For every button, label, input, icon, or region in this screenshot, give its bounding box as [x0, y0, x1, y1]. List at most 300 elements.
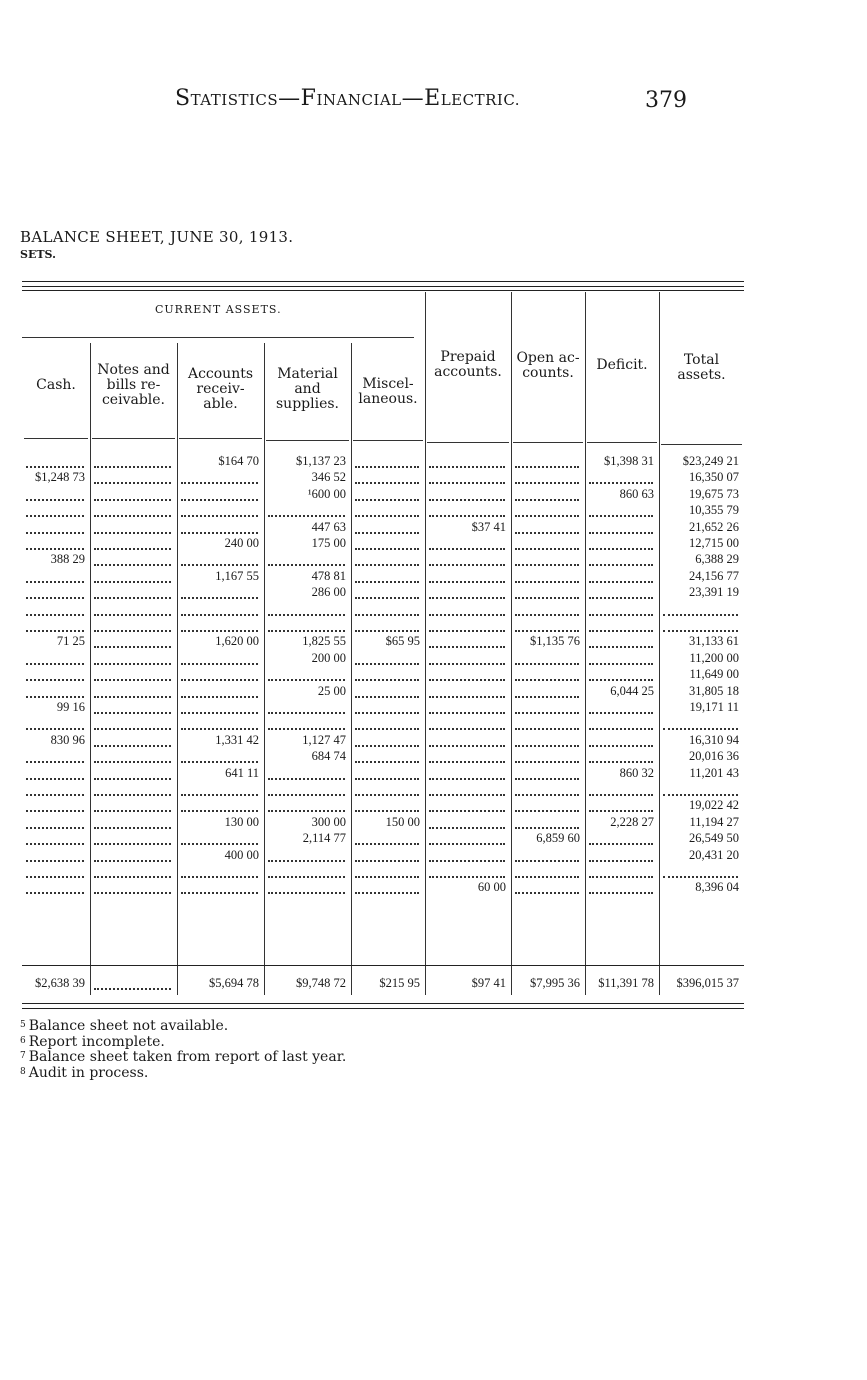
column-header-line: Cash.: [36, 377, 76, 393]
leader-dots: [663, 630, 738, 632]
footnote-mark: 6: [20, 1035, 26, 1046]
footnotes: [20, 1018, 346, 1080]
leader-dots: [355, 696, 419, 698]
leader-dots: [429, 630, 505, 632]
table-cell-total: 19,022 42: [689, 798, 739, 813]
leader-dots: [663, 728, 738, 730]
leader-dots: [181, 597, 258, 599]
total-cell-cash: $2,638 39: [35, 976, 85, 990]
leader-dots: [429, 646, 505, 648]
leader-dots: [268, 614, 345, 616]
leader-dots: [94, 564, 171, 566]
table-cell-total: 16,350 07: [689, 470, 739, 485]
leader-dots: [181, 810, 258, 812]
leader-dots: [589, 564, 653, 566]
leader-dots: [589, 761, 653, 763]
footnote-item: [20, 1049, 346, 1065]
table-cell-total: 11,649 00: [689, 667, 739, 682]
leader-dots: [429, 581, 505, 583]
leader-dots: [181, 712, 258, 714]
footnote-item: [20, 1018, 346, 1034]
table-cell-material: 447 63: [311, 519, 346, 534]
leader-dots: [94, 532, 171, 534]
leader-dots: [515, 564, 579, 566]
leader-dots: [589, 712, 653, 714]
leader-dots: [429, 515, 505, 517]
leader-dots: [515, 581, 579, 583]
column-header-rule: [513, 442, 583, 443]
leader-dots: [429, 794, 505, 796]
table-cell-material: ¹600 00: [307, 486, 346, 501]
leader-dots: [515, 532, 579, 534]
table-cell-total: 31,805 18: [689, 683, 739, 698]
totals-rule: [22, 965, 744, 966]
leader-dots: [589, 745, 653, 747]
table-cell-total: 11,200 00: [689, 650, 739, 665]
leader-dots: [355, 581, 419, 583]
leader-dots: [94, 597, 171, 599]
leader-dots: [429, 614, 505, 616]
footnote-item: [20, 1034, 346, 1050]
column-rule: [177, 343, 178, 995]
leader-dots: [94, 745, 171, 747]
leader-dots: [355, 761, 419, 763]
table-cell-accounts: 641 11: [225, 765, 259, 780]
leader-dots: [589, 843, 653, 845]
column-header-rule: [179, 438, 262, 439]
column-header-line: bills re-: [106, 377, 161, 393]
leader-dots: [355, 482, 419, 484]
table-cell-accounts: 400 00: [224, 847, 259, 862]
table-cell-deficit: $1,398 31: [604, 454, 654, 468]
column-header-line: Prepaid: [440, 349, 496, 365]
leader-dots: [181, 532, 258, 534]
leader-dots: [515, 728, 579, 730]
column-header-line: Material: [277, 366, 338, 382]
leader-dots: [355, 860, 419, 862]
leader-dots: [589, 614, 653, 616]
leader-dots: [181, 515, 258, 517]
leader-dots: [589, 597, 653, 599]
leader-dots: [94, 696, 171, 698]
leader-dots: [26, 827, 84, 829]
leader-dots: [515, 860, 579, 862]
leader-dots: [181, 843, 258, 845]
table-cell-material: 175 00: [311, 536, 346, 550]
leader-dots: [515, 548, 579, 550]
leader-dots: [589, 548, 653, 550]
table-cell-material: 1,825 55: [302, 634, 346, 649]
sheet-subtitle: SETS.: [20, 248, 56, 261]
leader-dots: [355, 630, 419, 632]
leader-dots: [26, 663, 84, 665]
total-cell-total: $396,015 37: [676, 976, 739, 990]
leader-dots: [94, 646, 171, 648]
leader-dots: [515, 679, 579, 681]
table-cell-total: 23,391 19: [689, 585, 739, 600]
table-cell-open: 6,859 60: [536, 831, 580, 846]
total-cell-accounts: $5,694 78: [209, 976, 259, 990]
leader-dots: [94, 679, 171, 681]
leader-dots: [181, 564, 258, 566]
column-header-line: able.: [203, 396, 238, 412]
leader-dots: [94, 466, 171, 468]
column-header-line: ceivable.: [101, 392, 166, 408]
leader-dots: [26, 597, 84, 599]
leader-dots: [94, 630, 171, 632]
leader-dots: [94, 728, 171, 730]
leader-dots: [589, 860, 653, 862]
column-header-line: Accounts: [187, 366, 254, 382]
leader-dots: [429, 696, 505, 698]
leader-dots: [26, 515, 84, 517]
leader-dots: [94, 482, 171, 484]
leader-dots: [355, 794, 419, 796]
table-cell-accounts: 1,167 55: [215, 568, 259, 583]
leader-dots: [429, 761, 505, 763]
leader-dots: [181, 761, 258, 763]
column-header-prepaid: [425, 350, 511, 380]
total-cell-deficit: $11,391 78: [598, 976, 654, 990]
column-header-deficit: [585, 358, 659, 373]
leader-dots: [268, 679, 345, 681]
bottom-double-rule-2: [22, 1008, 744, 1009]
leader-dots: [181, 876, 258, 878]
column-header-line: laneous.: [358, 391, 418, 407]
column-header-cash: [22, 378, 90, 393]
leader-dots: [429, 548, 505, 550]
leader-dots: [429, 843, 505, 845]
column-header-line: supplies.: [276, 396, 339, 412]
leader-dots: [26, 532, 84, 534]
table-cell-cash: $1,248 73: [35, 470, 85, 485]
leader-dots: [515, 663, 579, 665]
leader-dots: [355, 778, 419, 780]
table-cell-total: 26,549 50: [689, 831, 739, 846]
running-head-cap: S: [175, 86, 191, 111]
column-header-line: Open ac-: [516, 350, 580, 366]
leader-dots: [515, 614, 579, 616]
table-cell-misc: $65 95: [385, 634, 420, 649]
leader-dots: [355, 532, 419, 534]
table-cell-total: 10,355 79: [689, 503, 739, 518]
leader-dots: [268, 515, 345, 517]
leader-dots: [181, 794, 258, 796]
bottom-double-rule-1: [22, 1003, 744, 1004]
top-double-rule-1: [22, 281, 744, 282]
leader-dots: [355, 745, 419, 747]
leader-dots: [589, 532, 653, 534]
leader-dots: [589, 630, 653, 632]
table-cell-prepaid: 60 00: [477, 880, 506, 895]
leader-dots: [515, 466, 579, 468]
leader-dots: [181, 728, 258, 730]
leader-dots: [515, 810, 579, 812]
column-header-open: [511, 351, 585, 381]
leader-dots: [515, 778, 579, 780]
column-header-line: counts.: [522, 365, 574, 381]
leader-dots: [268, 630, 345, 632]
table-cell-cash: 99 16: [56, 700, 85, 714]
table-cell-accounts: 1,331 42: [215, 732, 259, 747]
leader-dots: [515, 696, 579, 698]
leader-dots: [94, 761, 171, 763]
table-cell-total: 12,715 00: [689, 536, 739, 550]
table-cell-total: 31,133 61: [689, 634, 739, 649]
column-header-rule: [661, 444, 742, 445]
leader-dots: [94, 988, 171, 990]
leader-dots: [429, 728, 505, 730]
leader-dots: [429, 482, 505, 484]
table-cell-cash: 388 29: [50, 552, 85, 567]
table-cell-deficit: 860 63: [619, 486, 654, 501]
leader-dots: [26, 810, 84, 812]
leader-dots: [355, 597, 419, 599]
leader-dots: [94, 614, 171, 616]
leader-dots: [94, 827, 171, 829]
leader-dots: [268, 564, 345, 566]
running-head: [175, 86, 520, 111]
table-cell-total: 20,431 20: [689, 847, 739, 862]
leader-dots: [94, 778, 171, 780]
table-cell-prepaid: $37 41: [471, 519, 506, 534]
group-header-rule: [22, 337, 414, 338]
leader-dots: [26, 614, 84, 616]
table-cell-material: 684 74: [311, 749, 346, 764]
leader-dots: [515, 745, 579, 747]
footnote-text: Balance sheet not available.: [28, 1018, 229, 1034]
table-cell-open: $1,135 76: [530, 634, 580, 649]
leader-dots: [26, 679, 84, 681]
column-rule: [425, 292, 426, 995]
leader-dots: [355, 876, 419, 878]
table-cell-total: 24,156 77: [689, 568, 739, 583]
leader-dots: [355, 679, 419, 681]
table-cell-cash: 830 96: [50, 732, 85, 747]
column-rule: [90, 343, 91, 995]
page-number: 379: [645, 88, 687, 113]
column-header-misc: [351, 377, 425, 407]
table-cell-material: 300 00: [311, 814, 346, 829]
leader-dots: [515, 515, 579, 517]
leader-dots: [268, 860, 345, 862]
leader-dots: [355, 728, 419, 730]
top-double-rule-3: [22, 290, 744, 291]
leader-dots: [26, 581, 84, 583]
column-header-rule: [24, 438, 88, 439]
leader-dots: [429, 745, 505, 747]
footnote-text: Audit in process.: [28, 1064, 149, 1081]
table-cell-accounts: 240 00: [224, 536, 259, 550]
column-header-total: [659, 353, 744, 383]
leader-dots: [94, 548, 171, 550]
leader-dots: [268, 810, 345, 812]
table-cell-deficit: 2,228 27: [610, 814, 654, 829]
total-cell-open: $7,995 36: [530, 976, 580, 990]
leader-dots: [181, 696, 258, 698]
leader-dots: [589, 679, 653, 681]
column-rule: [511, 292, 512, 995]
table-cell-total: 11,201 43: [689, 765, 739, 780]
leader-dots: [515, 712, 579, 714]
column-header-rule: [266, 440, 349, 441]
table-cell-material: 1,127 47: [302, 732, 346, 747]
leader-dots: [355, 810, 419, 812]
leader-dots: [181, 614, 258, 616]
leader-dots: [181, 499, 258, 501]
leader-dots: [26, 466, 84, 468]
running-head-cap: —F: [278, 86, 317, 111]
leader-dots: [589, 728, 653, 730]
leader-dots: [94, 663, 171, 665]
leader-dots: [268, 892, 345, 894]
leader-dots: [94, 712, 171, 714]
column-header-line: Notes and: [97, 362, 170, 378]
leader-dots: [355, 466, 419, 468]
table-cell-total: 19,171 11: [689, 700, 739, 714]
leader-dots: [515, 794, 579, 796]
leader-dots: [94, 892, 171, 894]
leader-dots: [589, 794, 653, 796]
table-cell-total: 21,652 26: [689, 519, 739, 534]
column-header-line: assets.: [677, 367, 726, 383]
leader-dots: [429, 679, 505, 681]
leader-dots: [355, 663, 419, 665]
leader-dots: [94, 581, 171, 583]
leader-dots: [355, 843, 419, 845]
leader-dots: [663, 876, 738, 878]
table-cell-accounts: 1,620 00: [215, 634, 259, 649]
leader-dots: [26, 892, 84, 894]
column-header-material: [264, 367, 351, 412]
leader-dots: [429, 860, 505, 862]
table-cell-material: $1,137 23: [296, 454, 346, 468]
column-rule: [264, 343, 265, 995]
leader-dots: [589, 810, 653, 812]
current-assets-group-header: CURRENT ASSETS.: [155, 303, 282, 316]
total-cell-misc: $215 95: [379, 976, 420, 990]
leader-dots: [589, 663, 653, 665]
leader-dots: [429, 778, 505, 780]
leader-dots: [26, 843, 84, 845]
leader-dots: [429, 466, 505, 468]
running-head-smallcaps: TATISTICS: [190, 91, 279, 109]
column-rule: [659, 292, 660, 995]
leader-dots: [429, 663, 505, 665]
table-cell-material: 478 81: [311, 568, 346, 583]
table-cell-material: 346 52: [311, 470, 346, 485]
leader-dots: [94, 794, 171, 796]
table-cell-misc: 150 00: [385, 814, 420, 829]
leader-dots: [26, 499, 84, 501]
leader-dots: [355, 548, 419, 550]
leader-dots: [515, 597, 579, 599]
leader-dots: [589, 876, 653, 878]
leader-dots: [429, 499, 505, 501]
leader-dots: [26, 728, 84, 730]
table-cell-total: 6,388 29: [695, 552, 739, 567]
table-cell-material: 286 00: [311, 585, 346, 600]
table-cell-cash: 71 25: [56, 634, 85, 649]
leader-dots: [515, 499, 579, 501]
leader-dots: [181, 892, 258, 894]
leader-dots: [181, 679, 258, 681]
footnote-mark: 5: [20, 1020, 26, 1030]
leader-dots: [94, 876, 171, 878]
leader-dots: [355, 712, 419, 714]
total-cell-prepaid: $97 41: [471, 976, 506, 990]
total-cell-material: $9,748 72: [296, 976, 346, 990]
column-header-line: Deficit.: [596, 357, 648, 373]
sheet-title: BALANCE SHEET, JUNE 30, 1913.: [20, 228, 294, 246]
leader-dots: [94, 515, 171, 517]
leader-dots: [515, 876, 579, 878]
leader-dots: [429, 712, 505, 714]
leader-dots: [268, 794, 345, 796]
running-head-smallcaps: LECTRIC.: [440, 91, 521, 109]
leader-dots: [515, 630, 579, 632]
table-cell-deficit: 6,044 25: [610, 683, 654, 698]
leader-dots: [268, 712, 345, 714]
column-rule: [585, 292, 586, 995]
table-cell-total: 11,194 27: [689, 814, 739, 829]
leader-dots: [589, 892, 653, 894]
leader-dots: [429, 810, 505, 812]
leader-dots: [181, 630, 258, 632]
leader-dots: [663, 794, 738, 796]
column-header-rule: [353, 440, 423, 441]
column-rule: [351, 343, 352, 995]
leader-dots: [268, 728, 345, 730]
leader-dots: [355, 564, 419, 566]
leader-dots: [26, 778, 84, 780]
leader-dots: [589, 515, 653, 517]
running-head-smallcaps: INANCIAL: [316, 91, 402, 109]
table-cell-total: 19,675 73: [689, 486, 739, 501]
leader-dots: [429, 564, 505, 566]
table-cell-accounts: 130 00: [224, 814, 259, 829]
leader-dots: [26, 794, 84, 796]
leader-dots: [26, 876, 84, 878]
column-header-rule: [92, 438, 175, 439]
leader-dots: [429, 597, 505, 599]
column-header-line: Miscel-: [362, 376, 414, 392]
leader-dots: [515, 892, 579, 894]
table-cell-material: 200 00: [311, 650, 346, 665]
leader-dots: [94, 810, 171, 812]
leader-dots: [268, 876, 345, 878]
footnote-item: [20, 1065, 346, 1081]
column-header-line: accounts.: [434, 364, 502, 380]
leader-dots: [26, 630, 84, 632]
table-cell-material: 2,114 77: [302, 831, 346, 846]
leader-dots: [663, 614, 738, 616]
footnote-mark: 8: [20, 1066, 26, 1077]
column-header-rule: [427, 442, 509, 443]
leader-dots: [181, 482, 258, 484]
column-header-line: Total: [683, 352, 720, 368]
leader-dots: [515, 482, 579, 484]
leader-dots: [355, 614, 419, 616]
leader-dots: [26, 860, 84, 862]
running-head-cap: —E: [401, 86, 441, 111]
footnote-text: Balance sheet taken from report of last year.: [28, 1049, 347, 1065]
leader-dots: [355, 892, 419, 894]
leader-dots: [515, 761, 579, 763]
leader-dots: [94, 860, 171, 862]
table-cell-total: 8,396 04: [695, 880, 739, 895]
table-cell-deficit: 860 32: [619, 765, 654, 780]
